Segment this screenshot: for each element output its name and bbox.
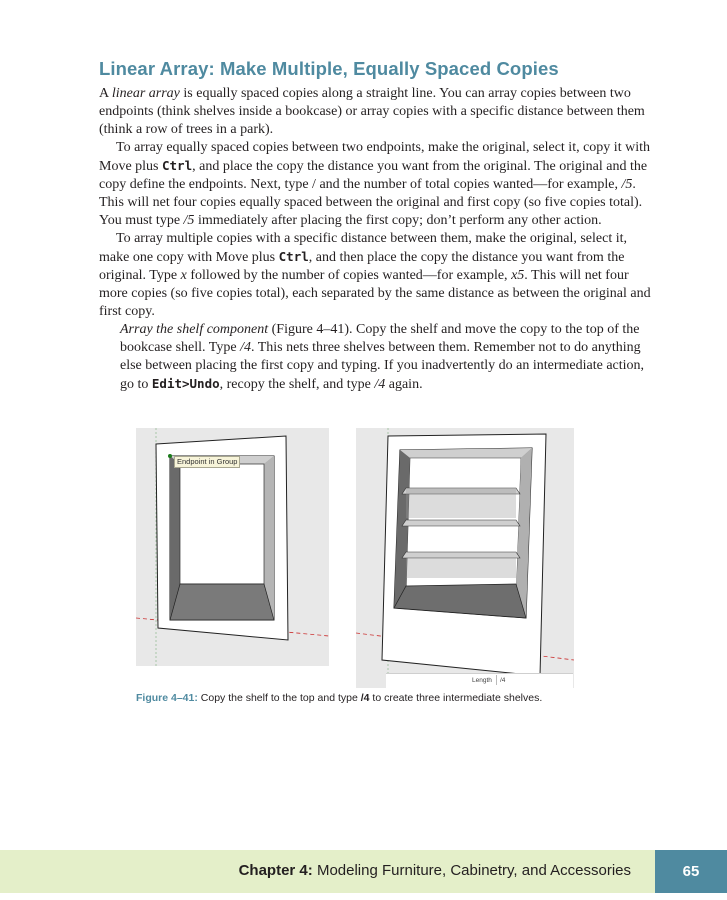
- vcb-label: Length: [472, 677, 492, 684]
- key-ctrl: Ctrl: [278, 249, 309, 264]
- vcb-input[interactable]: /4: [496, 675, 573, 685]
- paragraph-intro: A linear array is equally spaced copies along a straight line. You can array copies between two endpoints (think shelves inside a bookcase) or array copies with a specific distance between them (think a row of trees in a park).: [99, 86, 645, 137]
- bookcase-arrayed-shelves: [356, 428, 574, 688]
- figure-right-screenshot: [356, 428, 574, 688]
- paragraph-distance: To array multiple copies with a specific distance between them, make the original, select it, make one copy with Move plus Ctrl, and then place the copy the distance you want from the original. Type x followed by the number of copies wanted—for example, x5. This will net four more copies (so five copies total), each separated by the same distance as between the original and first copy.: [99, 231, 651, 319]
- chapter-title: Chapter 4: Modeling Furniture, Cabinetry, and Accessories: [238, 862, 631, 879]
- menu-edit-undo: Edit>Undo: [151, 376, 220, 391]
- inference-tooltip: Endpoint in Group: [174, 456, 240, 468]
- figure-caption: Figure 4–41: Copy the shelf to the top and type /4 to create three intermediate shelves.: [136, 692, 543, 704]
- step-title: Array the shelf component: [120, 322, 269, 337]
- paragraph-endpoints: To array equally spaced copies between two endpoints, make the original, select it, copy it with Move plus Ctrl, and place the copy the distance you want from the original. The original and the copy define the endpoints. Next, type / and the number of total copies wanted—for example, /5. This will net four copies equally spaced between the original and first copy (so five copies total). You must type /5 immediately after placing the first copy; don’t perform any other action.: [99, 140, 650, 228]
- section-heading: Linear Array: Make Multiple, Equally Spaced Copies: [99, 58, 559, 79]
- term-linear-array: linear array: [111, 86, 180, 101]
- value-control-box[interactable]: [386, 673, 573, 688]
- caption-label: Figure 4–41:: [136, 692, 198, 704]
- key-ctrl: Ctrl: [162, 158, 193, 173]
- step-array-shelf: Array the shelf component (Figure 4–41). Copy the shelf and move the copy to the top of the bookcase shell. Type /4. This nets three shelves between them. Remember not to do anything else between placing the first copy and typing. If you inadvertently do an intermediate action, go to Edit>Undo, recopy the shelf, and type /4 again.: [120, 322, 645, 392]
- page-number: 65: [655, 850, 727, 893]
- body-text: [99, 85, 654, 394]
- footer-band: [0, 850, 655, 893]
